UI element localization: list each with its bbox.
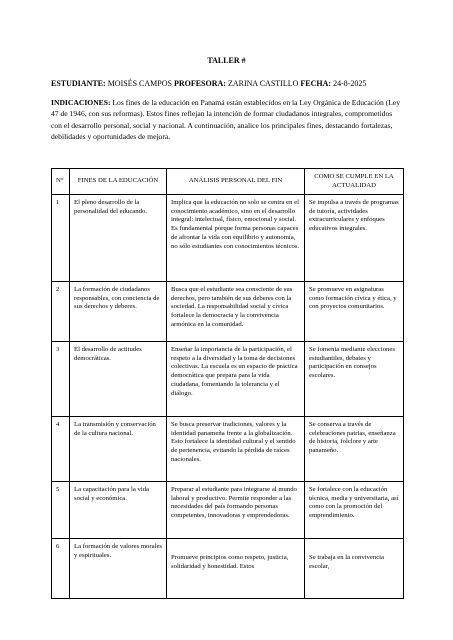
row-cumple: Se promueve en asignaturas como formación cívica y ética, y con proyectos comunitarios. [305, 282, 404, 342]
teacher-label: PROFESORA: [173, 79, 226, 88]
row-number: 1 [52, 195, 70, 282]
row-fin: El pleno desarrollo de la personalidad del educando. [70, 195, 167, 282]
row-cumple: Se impulsa a través de programas de tutoría, actividades extracurriculares y enfoques educativos integrales. [305, 195, 404, 282]
row-fin: La transmisión y conservación de la cultura nacional. [70, 417, 167, 482]
student-header [51, 79, 431, 88]
row-analisis: Preparar al estudiante para integrarse al mundo laboral y productivo. Permite responder a las necesidades del país formando personas competentes, innovadoras y emprendedoras. [167, 482, 305, 539]
row-fin: El desarrollo de actitudes democráticas. [70, 342, 167, 417]
row-cumple: Se conserva a través de celebraciones patrias, enseñanza de historia, folclore y arte panameño. [305, 417, 404, 482]
row-analisis: Se busca preservar tradiciones, valores y la identidad panameña frente a la globalización. Esto fortalece la identidad cultural y el sentido de pertenencia, evitando la pérdida de raíces nacionales. [167, 417, 305, 482]
education-goals-table [51, 168, 404, 599]
student-label: ESTUDIANTE: [51, 79, 106, 88]
table-row [52, 342, 404, 417]
student-name: MOISÉS CAMPOS [107, 79, 172, 88]
header-analisis: ANÁLISIS PERSONAL DEL FIN [167, 169, 305, 195]
instructions-text: Los fines de la educación en Panamá están establecidos en la Ley Orgánica de Educación (Ley 47 de 1946, con sus reformas). Estos fines reflejan la intención de formar ciudadanos integrales, comprometidos con el desarrollo personal, social y nacional. A continuación, analice los principales fines, destacando fortalezas, debilidades y oportunidades de mejora. [51, 98, 401, 141]
date-label: FECHA: [300, 79, 332, 88]
table-row [52, 539, 404, 599]
table-row [52, 482, 404, 539]
row-number: 2 [52, 282, 70, 342]
row-cumple: Se fortalece con la educación técnica, media y universitaria, así como con la promoción del emprendimiento. [305, 482, 404, 539]
header-cumple: COMO SE CUMPLE EN LA ACTUALIDAD [305, 169, 404, 195]
row-number: 6 [52, 539, 70, 599]
table-header-row [52, 169, 404, 195]
header-number: N° [52, 169, 70, 195]
row-analisis: Busca que el estudiante sea consciente de sus derechos, pero también de sus deberes con la sociedad. La responsabilidad social y cívica fortalece la democracia y la convivencia armónica en la comunidad. [167, 282, 305, 342]
teacher-name: ZARINA CASTILLO [227, 79, 299, 88]
row-fin: La formación de valores morales y espirituales. [70, 539, 167, 599]
row-fin: La capacitación para la vida social y económica. [70, 482, 167, 539]
row-cumple: Se trabaja en la convivencia escolar, [305, 539, 404, 599]
instructions-label: INDICACIONES: [51, 98, 111, 107]
instructions-paragraph [51, 97, 403, 142]
header-fines: FINES DE LA EDUCACIÓN [70, 169, 167, 195]
row-number: 5 [52, 482, 70, 539]
row-number: 3 [52, 342, 70, 417]
table-row [52, 417, 404, 482]
row-fin: La formación de ciudadanos responsables, con conciencia de sus derechos y deberes. [70, 282, 167, 342]
row-analisis: Implica que la educación no solo se centra en el conocimiento académico, sino en el desarrollo integral: intelectual, físico, emocional y social. Es fundamental porque forma personas capaces de afrontar la vida con equilibrio y autonomía, no sólo estudiantes con conocimientos técnicos. [167, 195, 305, 282]
table-row [52, 195, 404, 282]
row-analisis: Promueve principios como respeto, justicia, solidaridad y honestidad. Estos [167, 539, 305, 599]
row-analisis: Enseñar la importancia de la participación, el respeto a la diversidad y la toma de decisiones colectivas. La escuela es un espacio de práctica democrática que prepara para la vida ciudadana, fomentando la tolerancia y el diálogo. [167, 342, 305, 417]
date-value: 24-8-2025 [333, 79, 367, 88]
document-title: TALLER # [207, 56, 246, 65]
row-number: 4 [52, 417, 70, 482]
row-cumple: Se fomenta mediante elecciones estudiantiles, debates y participación en consejos escolares. [305, 342, 404, 417]
table-row [52, 282, 404, 342]
